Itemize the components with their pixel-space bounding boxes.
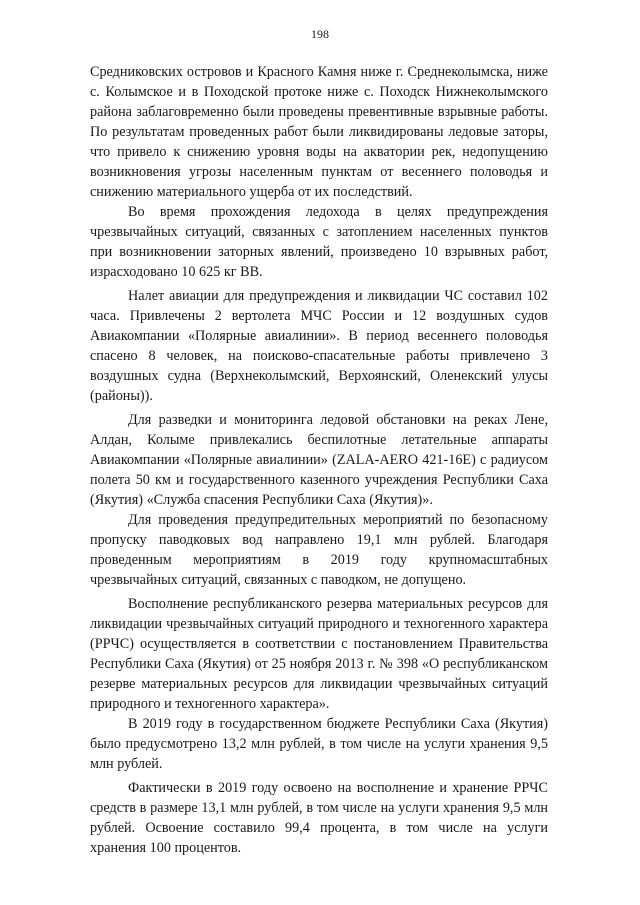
paragraph-6: Восполнение республиканского резерва материальных ресурсов для ликвидации чрезвычайных ситуаций природного и техногенного характера (РРЧС) осуществляется в соответствии с постановлением Правительства Республики Саха (Якутия) от 25 ноября 2013 г. № 398 «О республиканском резерве материальных ресурсов для ликвидации чрезвычайных ситуаций природного и техногенного характера». bbox=[90, 596, 548, 712]
paragraph-8: Фактически в 2019 году освоено на восполнение и хранение РРЧС средств в размере 13,1 млн рублей, в том числе на услуги хранения 9,5 млн рублей. Освоение составило 99,4 процента, в том числе на услуги хранения 100 процентов. bbox=[90, 780, 548, 856]
paragraph-5: Для проведения предупредительных мероприятий по безопасному пропуску паводковых вод направлено 19,1 млн рублей. Благодаря проведенным мероприятиям в 2019 году крупномасштабных чрезвычайных ситуаций, связанных с паводком, не допущено. bbox=[90, 512, 548, 588]
paragraph-1: Средниковских островов и Красного Камня ниже г. Среднеколымска, ниже с. Колымское и в Походской протоке ниже с. Походск Нижнеколымского района заблаговременно были проведены превентивные взрывные работы. По результатам проведенных работ были ликвидированы ледовые заторы, что привело к снижению уровня воды на акватории рек, недопущению возникновения угрозы населенным пунктам от весеннего половодья и снижению материального ущерба от их последствий. bbox=[90, 64, 548, 200]
paragraph-2: Во время прохождения ледохода в целях предупреждения чрезвычайных ситуаций, связанных с затоплением населенных пунктов при возникновении заторных явлений, произведено 10 взрывных работ, израсходовано 10 625 кг ВВ. bbox=[90, 204, 548, 280]
document-body bbox=[90, 62, 548, 858]
paragraph-3: Налет авиации для предупреждения и ликвидации ЧС составил 102 часа. Привлечены 2 вертолета МЧС России и 12 воздушных судов Авиакомпании «Полярные авиалинии». В период весеннего половодья спасено 8 человек, на поисково-спасательные работы привлечено 3 воздушных судна (Верхнеколымский, Верхоянский, Оленекский улусы (районы)). bbox=[90, 288, 548, 404]
paragraph-4: Для разведки и мониторинга ледовой обстановки на реках Лене, Алдан, Колыме привлекались беспилотные летательные аппараты Авиакомпании «Полярные авиалинии» (ZALA-AERO 421-16E) с радиусом полета 50 км и государственного казенного учреждения Республики Саха (Якутия) «Служба спасения Республики Саха (Якутия)». bbox=[90, 412, 548, 508]
paragraph-7: В 2019 году в государственном бюджете Республики Саха (Якутия) было предусмотрено 13,2 млн рублей, в том числе на услуги хранения 9,5 млн рублей. bbox=[90, 716, 548, 772]
page-number: 198 bbox=[311, 27, 329, 41]
